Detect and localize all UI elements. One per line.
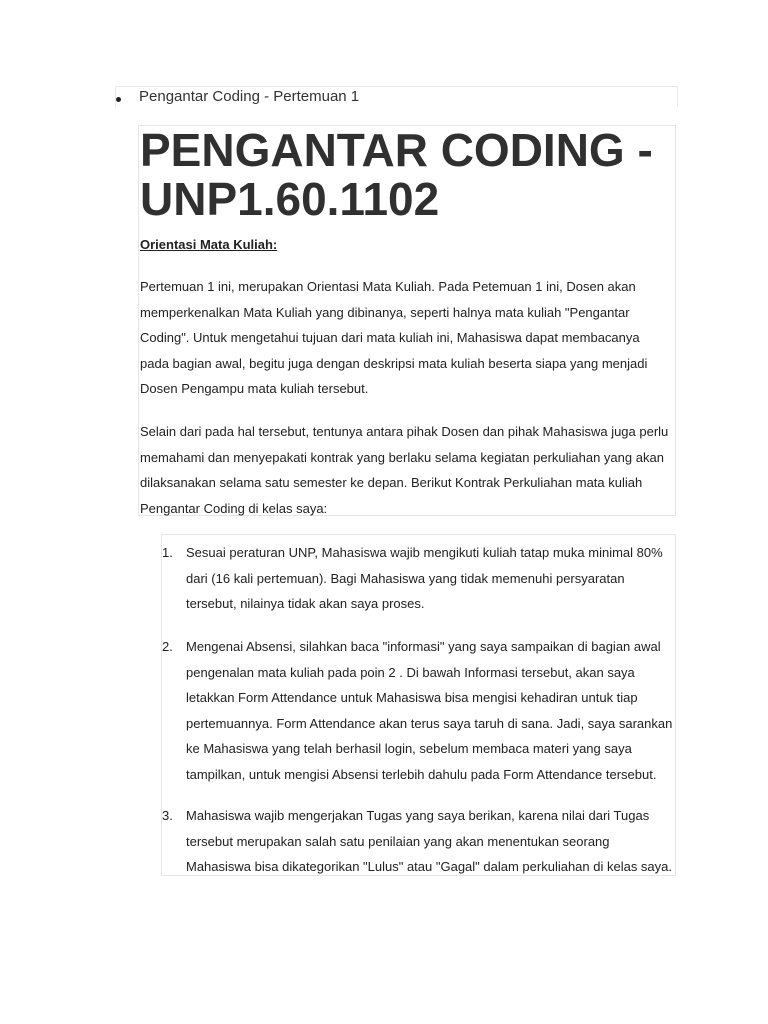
intro-paragraph: Pertemuan 1 ini, merupakan Orientasi Mata Kuliah. Pada Petemuan 1 ini, Dosen akan memperkenalkan Mata Kuliah yang dibinanya, seperti halnya mata kuliah "Pengantar Coding". Untuk mengetahui tujuan dari mata kuliah ini, Mahasiswa dapat membacanya pada bagian awal, begitu juga dengan deskripsi mata kuliah beserta siapa yang menjadi Dosen Pengampu mata kuliah tersebut. — [140, 279, 648, 396]
list-item-number: 2. — [162, 639, 173, 654]
contract-intro-paragraph: Selain dari pada hal tersebut, tentunya antara pihak Dosen dan pihak Mahasiswa juga perlu memahami dan menyepakati kontrak yang berlaku selama kegiatan perkuliahan yang akan dilaksanakan selama satu semester ke depan. Berikut Kontrak Perkuliahan mata kuliah Pengantar Coding di kelas saya: — [140, 424, 669, 516]
page-title: PENGANTAR CODING - UNP1.60.1102 — [140, 124, 653, 225]
bullet-icon — [116, 97, 121, 102]
list-item-number: 3. — [162, 808, 173, 823]
list-item — [162, 540, 676, 617]
section-heading: Orientasi Mata Kuliah: — [140, 237, 278, 252]
list-item-text: Sesuai peraturan UNP, Mahasiswa wajib mengikuti kuliah tatap muka minimal 80% dari (16 kali pertemuan). Bagi Mahasiswa yang tidak memenuhi persyaratan tersebut, nilainya tidak akan saya proses. — [186, 545, 663, 611]
list-item — [162, 803, 676, 880]
breadcrumb-link[interactable]: Pengantar Coding - Pertemuan 1 — [139, 88, 360, 105]
list-item-text: Mahasiswa wajib mengerjakan Tugas yang saya berikan, karena nilai dari Tugas tersebut merupakan salah satu penilaian yang akan menentukan seorang Mahasiswa bisa dikategorikan "Lulus" atau "Gagal" dalam perkuliahan di kelas saya. — [186, 808, 673, 874]
list-item-number: 1. — [162, 545, 173, 560]
list-item — [162, 634, 676, 787]
list-item-text: Mengenai Absensi, silahkan baca "informasi" yang saya sampaikan di bagian awal pengenalan mata kuliah pada poin 2 . Di bawah Informasi tersebut, akan saya letakkan Form Attendance untuk Mahasiswa bisa mengisi kehadiran untuk tiap pertemuannya. Form Attendance akan terus saya taruh di sana. Jadi, saya sarankan ke Mahasiswa yang telah berhasil login, sebelum membaca materi yang saya tampilkan, untuk mengisi Absensi terlebih dahulu pada Form Attendance tersebut. — [186, 639, 673, 782]
